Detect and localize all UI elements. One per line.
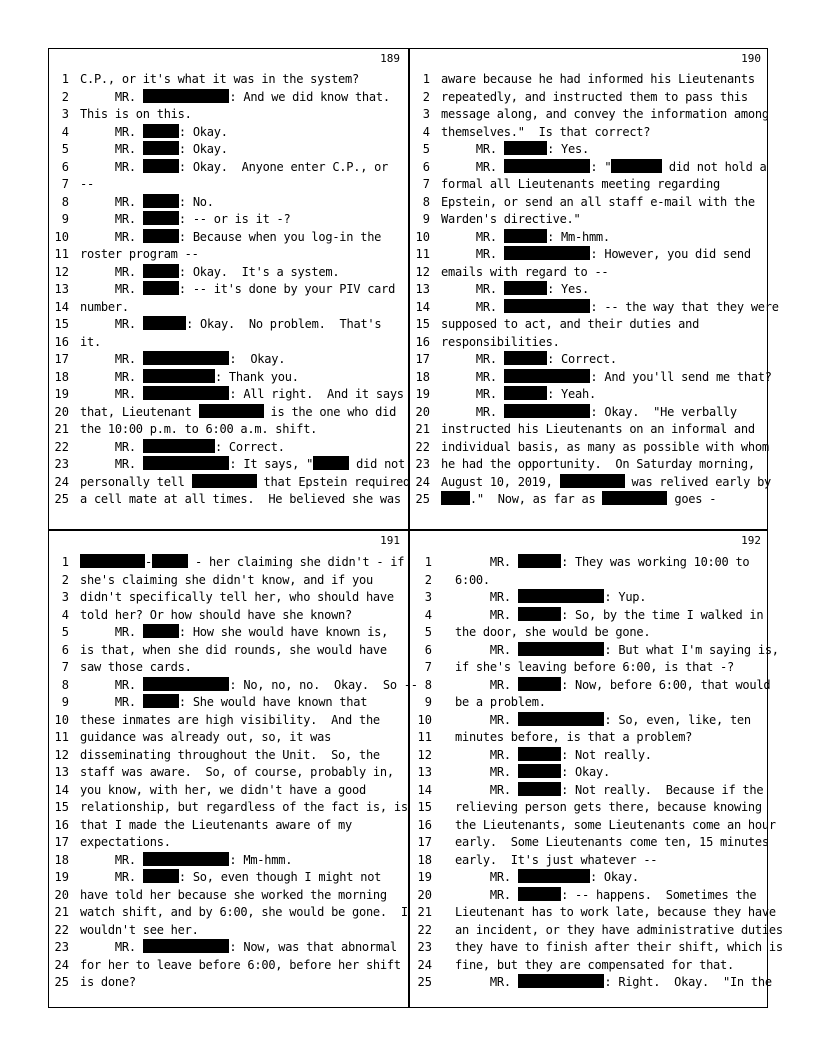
redaction-block bbox=[192, 474, 257, 488]
redaction-block bbox=[143, 264, 179, 278]
redaction-block bbox=[143, 89, 230, 103]
transcript-line: August 10, 2019, was relived early by bbox=[441, 474, 772, 489]
transcript-line: fine, but they are compensated for that. bbox=[455, 957, 734, 972]
line-number: 5 bbox=[424, 625, 432, 639]
line-number: 21 bbox=[54, 905, 69, 919]
redaction-block bbox=[143, 351, 230, 365]
line-number: 19 bbox=[54, 870, 69, 884]
transcript-line: MR. : So, even, like, ten bbox=[455, 712, 751, 727]
redaction-block bbox=[504, 404, 591, 418]
line-number: 7 bbox=[61, 660, 69, 674]
transcript-line: these inmates are high visibility. And the bbox=[80, 712, 380, 727]
line-number: 11 bbox=[417, 730, 432, 744]
redaction-block bbox=[143, 624, 179, 638]
transcript-line: MR. : Now, before 6:00, that would bbox=[455, 677, 771, 692]
transcript-line: be a problem. bbox=[455, 695, 546, 709]
line-number: 13 bbox=[415, 282, 430, 296]
redaction-block bbox=[143, 281, 179, 295]
line-number: 3 bbox=[422, 107, 430, 121]
transcript-line: themselves." Is that correct? bbox=[441, 124, 651, 139]
line-number: 9 bbox=[61, 212, 69, 226]
line-number: 8 bbox=[424, 677, 432, 692]
page-number: 190 bbox=[741, 52, 761, 65]
transcript-line: supposed to act, and their duties and bbox=[441, 317, 700, 331]
line-number: 18 bbox=[54, 369, 69, 384]
redaction-block bbox=[560, 474, 625, 488]
line-number: 10 bbox=[415, 229, 430, 244]
line-number: 17 bbox=[417, 835, 432, 849]
line-number: 25 bbox=[417, 975, 432, 989]
transcript-line: MR. : Okay. No problem. That's bbox=[80, 317, 382, 331]
transcript-page-189 bbox=[49, 49, 411, 527]
transcript-line: MR. : " did not hold a bbox=[441, 159, 767, 174]
transcript-line: MR. : However, you did send bbox=[441, 247, 751, 261]
line-number: 18 bbox=[54, 852, 69, 867]
redaction-block bbox=[143, 456, 230, 470]
line-number: 16 bbox=[415, 334, 430, 349]
redaction-block bbox=[504, 141, 547, 155]
redaction-block bbox=[152, 554, 188, 568]
line-number: 20 bbox=[54, 404, 69, 419]
transcript-page-190 bbox=[410, 49, 779, 527]
transcript-line: that I made the Lieutenants aware of my bbox=[80, 817, 353, 832]
line-number: 1 bbox=[424, 555, 432, 569]
line-number: 1 bbox=[422, 72, 430, 86]
redaction-block bbox=[504, 351, 547, 365]
transcript-line: MR. : Right. Okay. "In the bbox=[455, 975, 772, 989]
transcript-line: MR. : Not really. Because if the bbox=[455, 782, 764, 797]
line-number: 5 bbox=[61, 625, 69, 639]
line-number: 12 bbox=[54, 747, 69, 762]
redaction-block bbox=[504, 246, 591, 260]
redaction-block bbox=[518, 747, 561, 761]
transcript-line: responsibilities. bbox=[441, 334, 560, 349]
line-number: 4 bbox=[61, 607, 69, 622]
transcript-line: MR. : So, even though I might not bbox=[80, 870, 382, 884]
transcript-line: MR. : Correct. bbox=[80, 439, 285, 454]
transcript-line: MR. : It says, " did not bbox=[80, 457, 405, 471]
transcript-line: if she's leaving before 6:00, is that -? bbox=[455, 660, 734, 674]
transcript-line: she's claiming she didn't know, and if you bbox=[80, 572, 373, 587]
line-number: 12 bbox=[54, 264, 69, 279]
transcript-line: wouldn't see her. bbox=[80, 922, 199, 937]
line-number: 10 bbox=[54, 229, 69, 244]
line-number: 23 bbox=[415, 457, 430, 471]
line-number: 5 bbox=[422, 142, 430, 156]
redaction-block bbox=[143, 852, 230, 866]
line-number: 21 bbox=[54, 422, 69, 436]
transcript-line: told her? Or how should have she known? bbox=[80, 607, 353, 622]
line-number: 4 bbox=[422, 124, 430, 139]
line-number: 13 bbox=[54, 282, 69, 296]
transcript-line: the 10:00 p.m. to 6:00 a.m. shift. bbox=[80, 422, 318, 436]
redaction-block bbox=[611, 159, 662, 173]
transcript-line: you know, with her, we didn't have a good bbox=[80, 782, 366, 797]
line-number: 15 bbox=[54, 317, 69, 331]
redaction-block bbox=[518, 712, 605, 726]
line-number: 16 bbox=[54, 334, 69, 349]
transcript-line: MR. : Mm-hmm. bbox=[441, 229, 610, 244]
line-number: 22 bbox=[54, 922, 69, 937]
redaction-block bbox=[313, 456, 349, 470]
transcript-line: MR. : No, no, no. Okay. So -- bbox=[80, 677, 418, 692]
redaction-block bbox=[518, 887, 561, 901]
transcript-line: MR. : Okay. bbox=[80, 352, 286, 366]
line-number: 10 bbox=[54, 712, 69, 727]
transcript-line: guidance was already out, so, it was bbox=[80, 730, 332, 744]
line-number: 3 bbox=[424, 590, 432, 604]
redaction-block bbox=[143, 386, 230, 400]
line-number: 6 bbox=[422, 159, 430, 174]
transcript-line: watch shift, and by 6:00, she would be gone. I bbox=[80, 905, 408, 919]
line-number: 17 bbox=[415, 352, 430, 366]
transcript-line: MR. : Thank you. bbox=[80, 369, 299, 384]
line-number: 7 bbox=[424, 660, 432, 674]
line-number: 5 bbox=[61, 142, 69, 156]
transcript-line: disseminating throughout the Unit. So, the bbox=[80, 747, 380, 762]
line-number: 22 bbox=[54, 439, 69, 454]
redaction-block bbox=[518, 554, 561, 568]
transcript-line: MR. : Okay. bbox=[80, 124, 228, 139]
transcript-line: MR. : No. bbox=[80, 194, 214, 209]
transcript-line: MR. : Not really. bbox=[455, 747, 652, 762]
line-number: 25 bbox=[415, 492, 430, 506]
transcript-line: they have to finish after their shift, which is bbox=[455, 940, 783, 954]
line-number: 24 bbox=[54, 957, 69, 972]
line-number: 25 bbox=[54, 492, 69, 506]
transcript-line: MR. : Yes. bbox=[441, 142, 589, 156]
redaction-block bbox=[143, 194, 179, 208]
redaction-block bbox=[504, 299, 591, 313]
transcript-line: have told her because she worked the morning bbox=[80, 887, 387, 902]
line-number: 11 bbox=[54, 247, 69, 261]
transcript-line: ." Now, as far as goes - bbox=[441, 491, 716, 509]
transcript-line: MR. : Okay. bbox=[455, 765, 610, 779]
transcript-line: Lieutenant has to work late, because they have bbox=[455, 905, 776, 919]
transcript-line: for her to leave before 6:00, before her shift bbox=[80, 957, 401, 972]
line-number: 16 bbox=[417, 817, 432, 832]
line-number: 22 bbox=[417, 922, 432, 937]
line-number: 24 bbox=[417, 957, 432, 972]
redaction-block bbox=[602, 491, 667, 505]
transcript-line: MR. : But what I'm saying is, bbox=[455, 642, 779, 657]
transcript-line: individual basis, as many as possible with whom bbox=[441, 439, 769, 454]
line-number: 14 bbox=[54, 782, 69, 797]
redaction-block bbox=[143, 939, 230, 953]
line-number: 21 bbox=[417, 905, 432, 919]
transcript-line: MR. : All right. And it says bbox=[80, 387, 404, 401]
line-number: 9 bbox=[424, 695, 432, 709]
transcript-line: number. bbox=[80, 299, 129, 314]
redaction-block bbox=[504, 281, 547, 295]
line-number: 9 bbox=[422, 212, 430, 226]
line-number: 22 bbox=[415, 439, 430, 454]
transcript-line: is that, when she did rounds, she would have bbox=[80, 642, 387, 657]
redaction-block bbox=[518, 764, 561, 778]
transcript-line: MR. : Correct. bbox=[441, 352, 617, 366]
line-number: 18 bbox=[417, 852, 432, 867]
line-number: 8 bbox=[422, 194, 430, 209]
transcript-line: instructed his Lieutenants on an informal and bbox=[441, 422, 755, 436]
transcript-line: MR. : Because when you log-in the bbox=[80, 229, 382, 244]
transcript-line: Epstein, or send an all staff e-mail with the bbox=[441, 194, 755, 209]
line-number: 13 bbox=[417, 765, 432, 779]
transcript-line: MR. : Yeah. bbox=[441, 387, 596, 401]
redaction-block bbox=[143, 369, 215, 383]
transcript-line: 6:00. bbox=[455, 572, 490, 587]
transcript-line: formal all Lieutenants meeting regarding bbox=[441, 177, 720, 191]
transcript-page-192 bbox=[410, 531, 783, 1009]
line-number: 20 bbox=[54, 887, 69, 902]
line-number: 2 bbox=[422, 89, 430, 104]
transcript-line: early. Some Lieutenants come ten, 15 minutes bbox=[455, 835, 769, 849]
transcript-line: MR. : Yup. bbox=[455, 590, 647, 604]
transcript-line: that, Lieutenant is the one who did bbox=[80, 404, 397, 419]
line-number: 11 bbox=[415, 247, 430, 261]
line-number: 8 bbox=[61, 677, 69, 692]
line-number: 4 bbox=[424, 607, 432, 622]
line-number: 20 bbox=[417, 887, 432, 902]
transcript-line: MR. : Now, was that abnormal bbox=[80, 940, 397, 954]
line-number: 19 bbox=[415, 387, 430, 401]
redaction-block bbox=[518, 607, 561, 621]
line-number: 2 bbox=[424, 572, 432, 587]
line-number: 6 bbox=[61, 642, 69, 657]
page-number: 192 bbox=[741, 534, 761, 547]
redaction-block bbox=[143, 316, 186, 330]
redaction-block bbox=[518, 782, 561, 796]
line-number: 7 bbox=[61, 177, 69, 191]
redaction-block bbox=[504, 159, 591, 173]
redaction-block bbox=[80, 554, 145, 568]
line-number: 3 bbox=[61, 107, 69, 121]
transcript-line: MR. : And we did know that. bbox=[80, 89, 390, 104]
transcript-line: the door, she would be gone. bbox=[455, 625, 651, 639]
transcript-line: MR. : Mm-hmm. bbox=[80, 852, 293, 867]
transcript-sheet bbox=[48, 48, 783, 1008]
transcript-line: MR. : -- happens. Sometimes the bbox=[455, 887, 757, 902]
line-number: 14 bbox=[415, 299, 430, 314]
line-number: 12 bbox=[415, 264, 430, 279]
transcript-line: he had the opportunity. On Saturday morning, bbox=[441, 457, 755, 471]
line-number: 15 bbox=[54, 800, 69, 814]
transcript-line: MR. : Okay. bbox=[80, 142, 228, 156]
transcript-line: C.P., or it's what it was in the system? bbox=[80, 72, 359, 86]
line-number: 2 bbox=[61, 572, 69, 587]
transcript-line: a cell mate at all times. He believed she was bbox=[80, 492, 401, 506]
transcript-line: didn't specifically tell her, who should have bbox=[80, 590, 394, 604]
redaction-block bbox=[504, 369, 591, 383]
redaction-block bbox=[504, 386, 547, 400]
redaction-block bbox=[143, 439, 215, 453]
line-number: 8 bbox=[61, 194, 69, 209]
transcript-line: message along, and convey the information among bbox=[441, 107, 769, 121]
transcript-line: MR. : -- it's done by your PIV card bbox=[80, 282, 396, 296]
transcript-line: the Lieutenants, some Lieutenants come an hour bbox=[455, 817, 776, 832]
redaction-block bbox=[199, 404, 264, 418]
transcript-line: -- bbox=[80, 177, 94, 191]
redaction-block bbox=[143, 694, 179, 708]
line-number: 4 bbox=[61, 124, 69, 139]
transcript-line: expectations. bbox=[80, 835, 171, 849]
line-number: 13 bbox=[54, 765, 69, 779]
transcript-line: MR. : Okay. It's a system. bbox=[80, 264, 340, 279]
redaction-block bbox=[143, 124, 179, 138]
redaction-block bbox=[143, 677, 230, 691]
transcript-page-191 bbox=[49, 531, 418, 1009]
line-number: 20 bbox=[415, 404, 430, 419]
page-number: 189 bbox=[380, 52, 400, 65]
transcript-line: early. It's just whatever -- bbox=[455, 852, 658, 867]
transcript-line: repeatedly, and instructed them to pass this bbox=[441, 89, 748, 104]
redaction-block bbox=[143, 159, 179, 173]
line-number: 23 bbox=[54, 457, 69, 471]
transcript-line: roster program -- bbox=[80, 247, 199, 261]
line-number: 9 bbox=[61, 695, 69, 709]
transcript-line: MR. : Okay. Anyone enter C.P., or bbox=[80, 159, 389, 174]
transcript-line: relationship, but regardless of the fact is, is bbox=[80, 800, 408, 814]
transcript-line: personally tell that Epstein required bbox=[80, 474, 411, 489]
redaction-block bbox=[518, 869, 590, 883]
line-number: 14 bbox=[54, 299, 69, 314]
line-number: 6 bbox=[424, 642, 432, 657]
transcript-line: staff was aware. So, of course, probably in, bbox=[80, 765, 394, 779]
line-number: 14 bbox=[417, 782, 432, 797]
line-number: 17 bbox=[54, 352, 69, 366]
transcript-line: MR. : Yes. bbox=[441, 282, 589, 296]
redaction-block bbox=[518, 642, 605, 656]
transcript-line: MR. : So, by the time I walked in bbox=[455, 607, 764, 622]
line-number: 25 bbox=[54, 975, 69, 989]
line-number: 3 bbox=[61, 590, 69, 604]
transcript-line: MR. : She would have known that bbox=[80, 695, 368, 709]
transcript-line: MR. : Okay. "He verbally bbox=[441, 404, 737, 419]
line-number: 15 bbox=[417, 800, 432, 814]
transcript-line: MR. : And you'll send me that? bbox=[441, 369, 772, 384]
line-number: 15 bbox=[415, 317, 430, 331]
transcript-line: it. bbox=[80, 334, 101, 349]
redaction-block bbox=[518, 589, 605, 603]
line-number: 21 bbox=[415, 422, 430, 436]
redaction-block bbox=[518, 677, 561, 691]
transcript-line: is done? bbox=[80, 975, 136, 989]
redaction-block bbox=[518, 974, 605, 988]
line-number: 10 bbox=[417, 712, 432, 727]
redaction-block bbox=[143, 869, 179, 883]
line-number: 12 bbox=[417, 747, 432, 762]
redaction-block bbox=[143, 141, 179, 155]
transcript-line: MR. : They was working 10:00 to bbox=[455, 555, 750, 569]
transcript-line: MR. : Okay. bbox=[455, 870, 639, 884]
redaction-block bbox=[441, 491, 470, 505]
line-number: 24 bbox=[54, 474, 69, 489]
redaction-block bbox=[504, 229, 547, 243]
transcript-line: This is on this. bbox=[80, 107, 192, 121]
redaction-block bbox=[143, 211, 179, 225]
transcript-line: minutes before, is that a problem? bbox=[455, 730, 693, 744]
line-number: 23 bbox=[417, 940, 432, 954]
page-number: 191 bbox=[380, 534, 400, 547]
line-number: 6 bbox=[61, 159, 69, 174]
transcript-line: - - her claiming she didn't - if bbox=[80, 554, 404, 572]
transcript-line: emails with regard to -- bbox=[441, 264, 609, 279]
line-number: 19 bbox=[417, 870, 432, 884]
transcript-line: MR. : -- the way that they were bbox=[441, 299, 779, 314]
line-number: 24 bbox=[415, 474, 430, 489]
line-number: 17 bbox=[54, 835, 69, 849]
line-number: 19 bbox=[54, 387, 69, 401]
transcript-line: relieving person gets there, because knowing bbox=[455, 800, 762, 814]
line-number: 1 bbox=[61, 72, 69, 86]
transcript-line: saw those cards. bbox=[80, 660, 192, 674]
line-number: 7 bbox=[422, 177, 430, 191]
line-number: 16 bbox=[54, 817, 69, 832]
transcript-line: Warden's directive." bbox=[441, 212, 581, 226]
transcript-line: MR. : -- or is it -? bbox=[80, 212, 291, 226]
line-number: 18 bbox=[415, 369, 430, 384]
transcript-line: MR. : How she would have known is, bbox=[80, 625, 389, 639]
redaction-block bbox=[143, 229, 179, 243]
line-number: 11 bbox=[54, 730, 69, 744]
line-number: 1 bbox=[61, 555, 69, 569]
line-number: 23 bbox=[54, 940, 69, 954]
transcript-line: an incident, or they have administrative duties bbox=[455, 922, 783, 937]
transcript-line: aware because he had informed his Lieutenants bbox=[441, 72, 755, 86]
line-number: 2 bbox=[61, 89, 69, 104]
